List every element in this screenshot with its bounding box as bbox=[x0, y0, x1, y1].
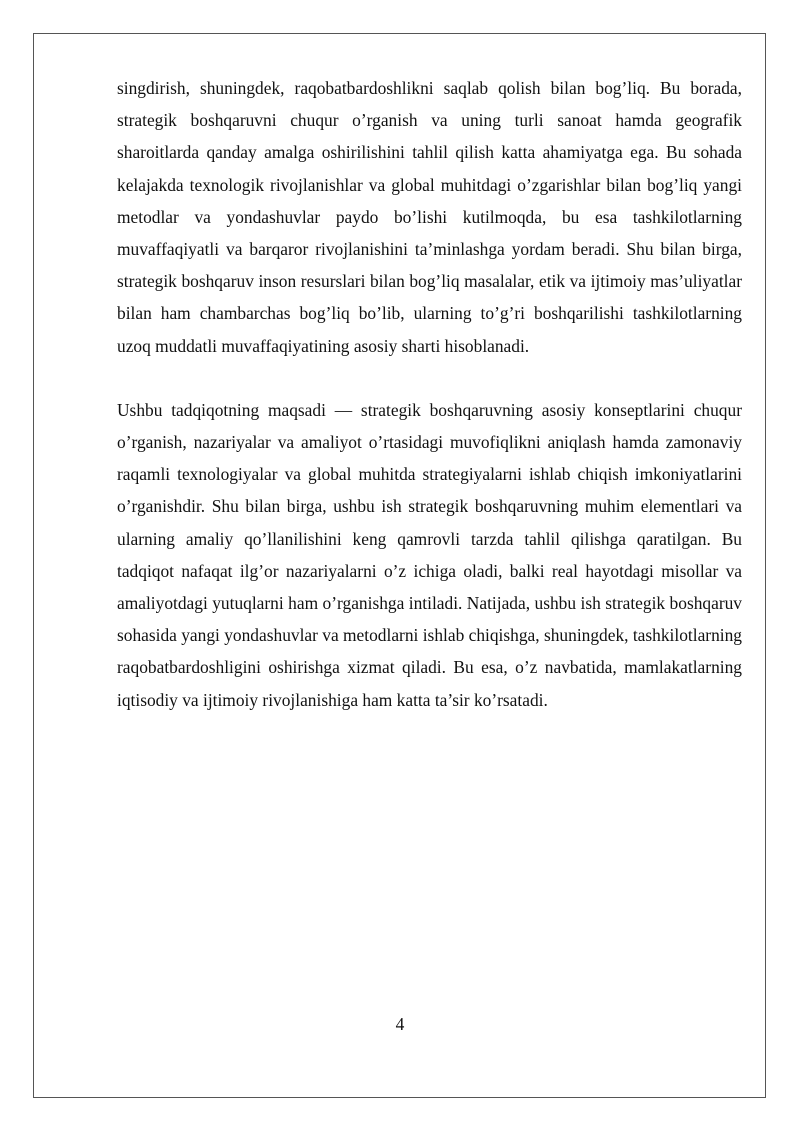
paragraph-2: Ushbu tadqiqotning maqsadi — strategik boshqaruvning asosiy konseptlarini chuqur o’rganish, nazariyalar va amaliyot o’rtasidagi muvofiqlikni aniqlash hamda zamonaviy raqamli texnologiyalar va global muhitda strategiyalarni ishlab chiqish imkoniyatlarini o’rganishdir. Shu bilan birga, ushbu ish strategik boshqaruvning muhim elementlari va ularning amaliy qo’llanilishini keng qamrovli tarzda tahlil qilishga qaratilgan. Bu tadqiqot nafaqat ilg’or nazariyalarni o’z ichiga oladi, balki real hayotdagi misollar va amaliyotdagi yutuqlarni ham o’rganishga intiladi. Natijada, ushbu ish strategik boshqaruv sohasida yangi yondashuvlar va metodlarni ishlab chiqishga, shuningdek, tashkilotlarning raqobatbardoshligini oshirishga xizmat qiladi. Bu esa, o’z navbatida, mamlakatlarning iqtisodiy va ijtimoiy rivojlanishiga ham katta ta’sir ko’rsatadi. bbox=[117, 399, 742, 710]
document-body bbox=[117, 72, 742, 716]
paragraph-1: singdirish, shuningdek, raqobatbardoshlikni saqlab qolish bilan bog’liq. Bu borada, strategik boshqaruvni chuqur o’rganish va uning turli sanoat hamda geografik sharoitlarda qanday amalga oshirilishini tahlil qilish katta ahamiyatga ega. Bu sohada kelajakda texnologik rivojlanishlar va global muhitdagi o’zgarishlar bilan bog’liq yangi metodlar va yondashuvlar paydo bo’lishi kutilmoqda, bu esa tashkilotlarning muvaffaqiyatli va barqaror rivojlanishini ta’minlashga yordam beradi. Shu bilan birga, strategik boshqaruv inson resurslari bilan bog’liq masalalar, etik va ijtimoiy mas’uliyatlar bilan ham chambarchas bog’liq bo’lib, ularning to’g’ri boshqarilishi tashkilotlarning uzoq muddatli muvaffaqiyatining asosiy sharti hisoblanadi. bbox=[117, 78, 742, 356]
page-number: 4 bbox=[395, 1014, 405, 1034]
